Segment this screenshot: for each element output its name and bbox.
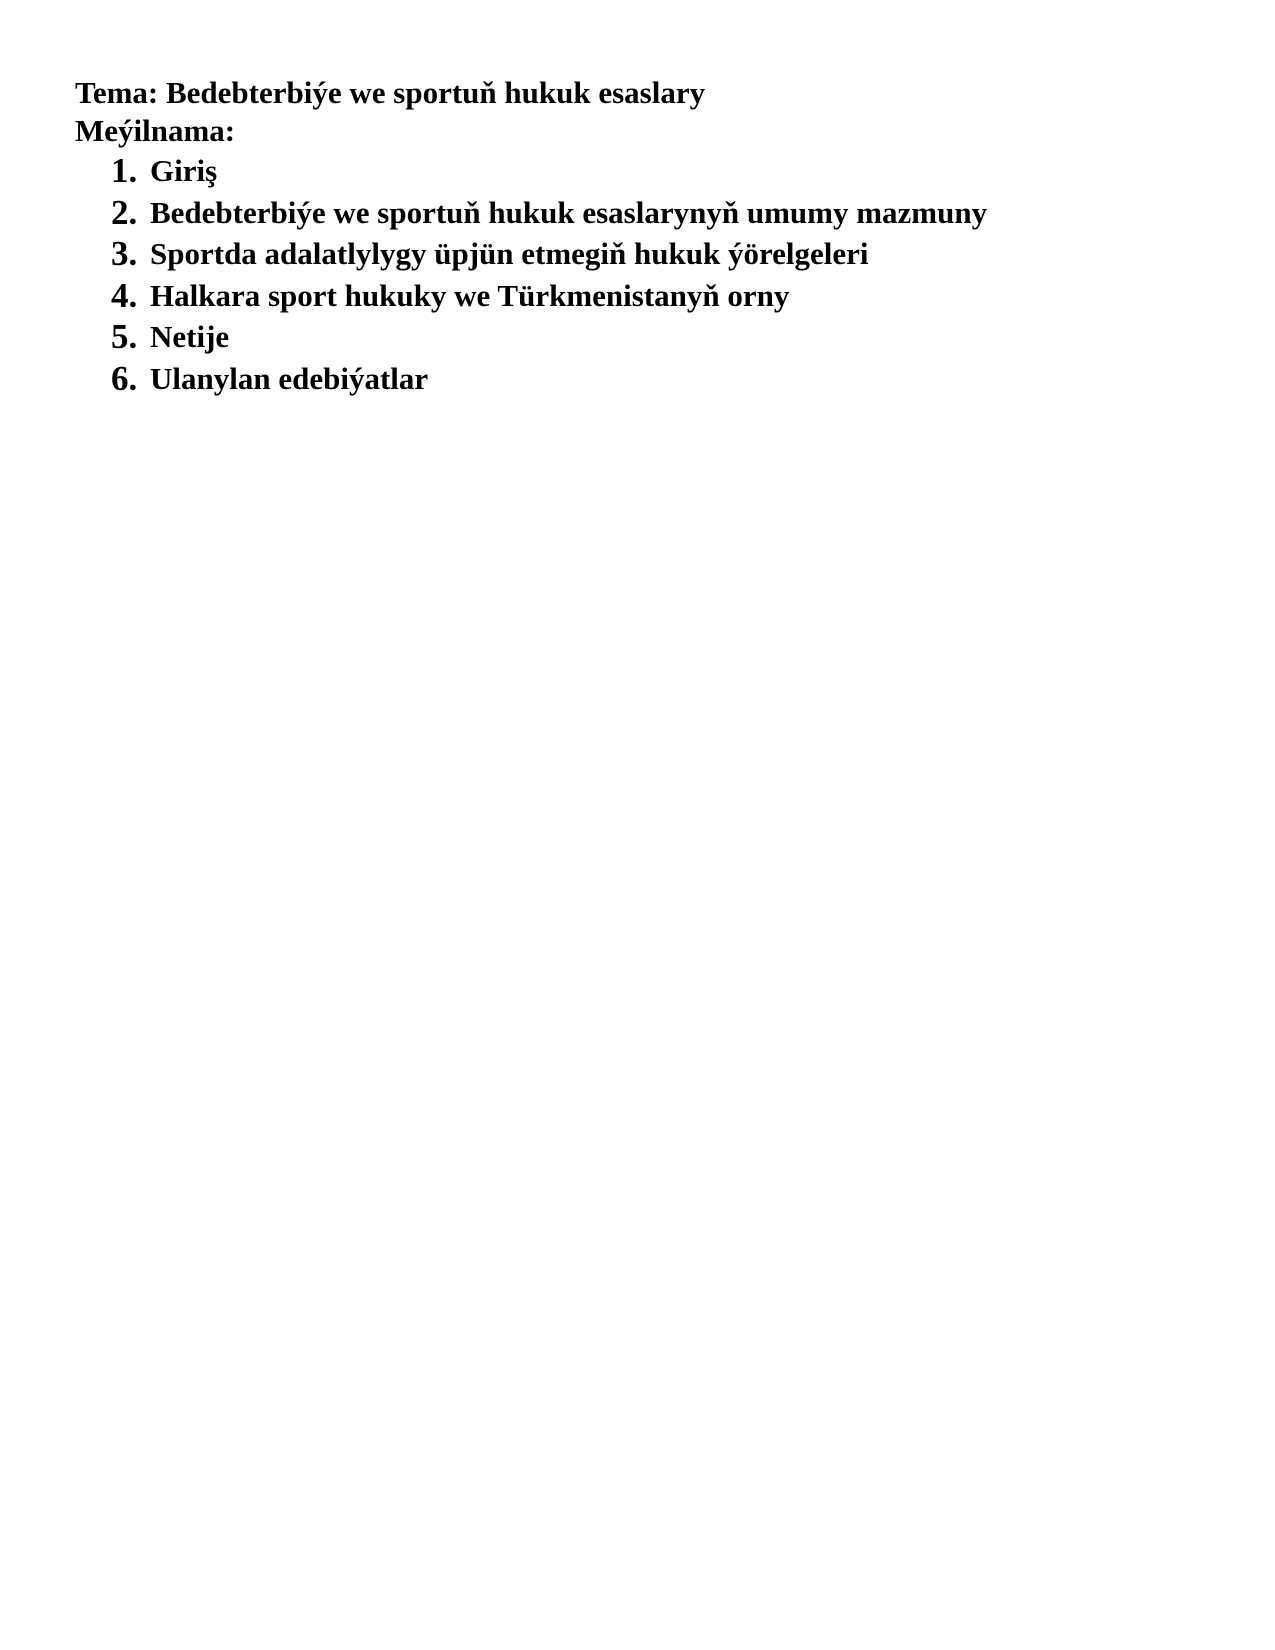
outline-item	[75, 233, 1195, 275]
outline-item	[75, 358, 1195, 400]
outline-item	[75, 150, 1195, 192]
outline-item-number: 6.	[111, 358, 138, 398]
outline-item-number: 1.	[111, 151, 138, 190]
document-title: Tema: Bedebterbiýe we sportuň hukuk esaslary	[75, 75, 706, 110]
outline-item-number: 3.	[111, 234, 138, 273]
outline-list	[75, 150, 1195, 399]
outline-item-text: Bedebterbiýe we sportuň hukuk esaslarynyň umumy mazmuny	[150, 194, 988, 230]
outline-item-text: Halkara sport hukuky we Türkmenistanyň orny	[150, 277, 790, 313]
outline-item	[75, 192, 1195, 234]
outline-item	[75, 316, 1195, 358]
outline-item-text: Ulanylan edebiýatlar	[150, 360, 429, 396]
outline-item-text: Netije	[150, 319, 230, 354]
outline-item	[75, 275, 1195, 317]
outline-item-number: 4.	[111, 275, 138, 315]
outline-item-text: Sportda adalatlylygy üpjün etmegiň hukuk ýörelgeleri	[150, 236, 869, 271]
outline-item-number: 5.	[111, 317, 138, 356]
outline-item-number: 2.	[111, 192, 138, 232]
document-content	[75, 74, 1195, 399]
outline-heading: Meýilnama:	[75, 113, 236, 148]
outline-item-text: Giriş	[150, 153, 218, 188]
